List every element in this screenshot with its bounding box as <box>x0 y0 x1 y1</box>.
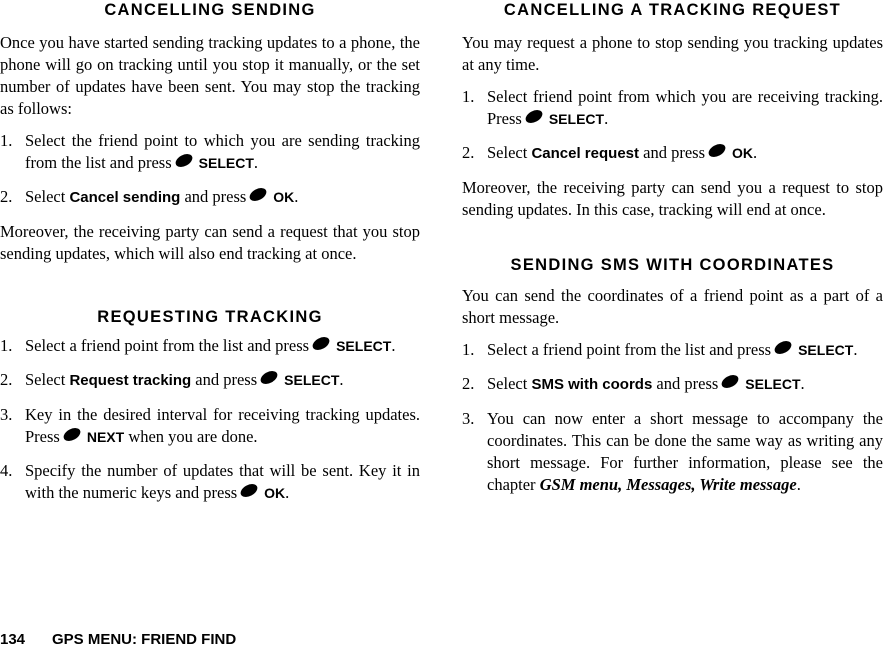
cancel-request-intro: You may request a phone to stop sending you tracking updates at any time. <box>462 33 883 74</box>
page-footer <box>0 631 236 648</box>
list-item: 1. Select the friend point to which you are sending tracking from the list and press SELECT. <box>0 131 420 172</box>
cancel-request-note: Moreover, the receiving party can send you a request to stop sending updates. In this case, tracking will end at once. <box>462 178 883 219</box>
page-number: 134 <box>0 631 26 648</box>
heading-cancelling-sending: CANCELLING SENDING <box>104 1 316 19</box>
heading-cancelling-request: CANCELLING A TRACKING REQUEST <box>503 1 842 19</box>
list-item: 3. You can now enter a short message to accompany the coordinates. This can be done the same way as writing any short message. For further information, please see the chapter GSM menu, Messages, Write message. <box>462 409 883 494</box>
list-item: 3. Key in the desired interval for receiving tracking updates. Press NEXT when you are done. <box>0 405 420 446</box>
list-item: 1. Select a friend point from the list and press SELECT. <box>462 340 858 359</box>
right-column <box>462 0 883 496</box>
soft-key-icon <box>61 425 82 443</box>
section-title: GPS MENU: FRIEND FIND <box>52 631 237 648</box>
requesting-steps <box>0 335 420 504</box>
list-item: 4. Specify the number of updates that will be sent. Key it in with the numeric keys and press OK. <box>0 461 420 502</box>
list-item: 1. Select a friend point from the list and press SELECT. <box>0 336 396 355</box>
cancel-sending-steps <box>0 130 420 209</box>
soft-key-icon <box>248 185 269 203</box>
cancel-sending-note: Moreover, the receiving party can send a request that you stop sending updates, which will also end tracking at once. <box>0 222 420 263</box>
soft-key-icon <box>773 338 794 356</box>
soft-key-icon <box>706 141 727 159</box>
sms-steps <box>462 339 883 496</box>
list-item: 2. Select SMS with coords and press SELECT. <box>462 374 805 393</box>
cancel-request-steps <box>462 86 883 165</box>
list-item: 2. Select Cancel request and press OK. <box>462 143 758 162</box>
soft-key-icon <box>311 334 332 352</box>
soft-key-icon <box>523 107 544 125</box>
list-item: 2. Select Cancel sending and press OK. <box>0 187 299 206</box>
cancel-sending-intro: Once you have started sending tracking updates to a phone, the phone will go on tracking until you stop it manually, or the set number of updates have been sent. You may stop the tracking as follows: <box>0 33 420 118</box>
list-item: 1. Select friend point from which you are receiving tracking. Press SELECT. <box>462 87 883 128</box>
soft-key-icon <box>259 368 280 386</box>
sms-intro: You can send the coordinates of a friend point as a part of a short message. <box>462 286 883 327</box>
heading-sending-sms: SENDING SMS WITH COORDINATES <box>510 256 835 274</box>
soft-key-icon <box>173 151 194 169</box>
heading-requesting-tracking: REQUESTING TRACKING <box>97 308 323 326</box>
soft-key-icon <box>720 372 741 390</box>
soft-key-icon <box>239 481 260 499</box>
chapter-reference: GSM menu, Messages, Write message <box>539 475 797 494</box>
list-item: 2. Select Request tracking and press SELECT. <box>0 370 344 389</box>
left-column <box>0 0 420 504</box>
